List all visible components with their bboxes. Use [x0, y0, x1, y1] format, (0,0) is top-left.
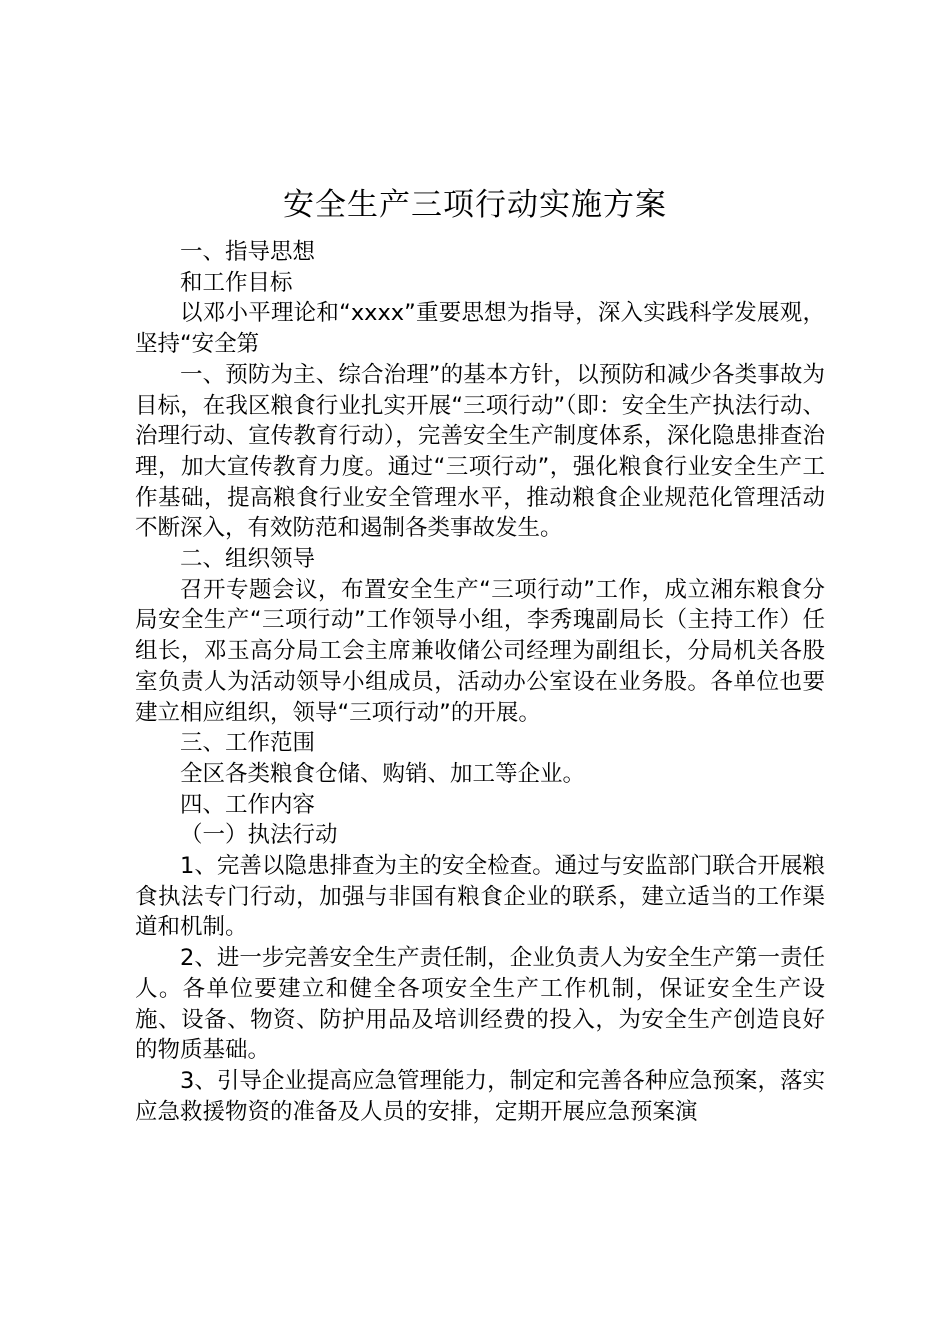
paragraph: 3、引导企业提高应急管理能力，制定和完善各种应急预案，落实应急救援物资的准备及人员的安排，定期开展应急预案演 — [135, 1067, 825, 1125]
paragraph: 1、完善以隐患排查为主的安全检查。通过与安监部门联合开展粮食执法专门行动，加强与非国有粮食企业的联系，建立适当的工作渠道和机制。 — [135, 853, 825, 941]
document-body — [135, 237, 825, 1127]
paragraph: 以邓小平理论和“xxxx”重要思想为指导，深入实践科学发展观，坚持“安全第 — [135, 300, 825, 358]
paragraph: 一、指导思想 — [180, 239, 316, 265]
paragraph: 三、工作范围 — [180, 730, 316, 757]
paragraph: 四、工作内容 — [180, 791, 316, 818]
paragraph: 2、进一步完善安全生产责任制，企业负责人为安全生产第一责任人。各单位要建立和健全各项安全生产工作机制，保证安全生产设施、设备、物资、防护用品及培训经费的投入，为安全生产创造良好的物质基础。 — [135, 945, 825, 1064]
paragraph: 一、预防为主、综合治理”的基本方针，以预防和减少各类事故为目标，在我区粮食行业扎实开展“三项行动”（即：安全生产执法行动、治理行动、宣传教育行动），完善安全生产制度体系，深化隐患排查治理，加大宣传教育力度。通过“三项行动”，强化粮食行业安全生产工作基础，提高粮食行业安全管理水平，推动粮食企业规范化管理活动不断深入，有效防范和遏制各类事故发生。 — [135, 361, 825, 542]
paragraph: （一）执法行动 — [180, 822, 338, 849]
paragraph: 全区各类粮食仓储、购销、加工等企业。 — [180, 760, 586, 787]
paragraph: 和工作目标 — [180, 269, 293, 296]
paragraph: 二、组织领导 — [180, 546, 316, 573]
document-title: 安全生产三项行动实施方案 — [283, 187, 667, 223]
paragraph: 召开专题会议，布置安全生产“三项行动”工作，成立湘东粮食分局安全生产“三项行动”工作领导小组，李秀瑰副局长（主持工作）任组长，邓玉高分局工会主席兼收储公司经理为副组长，分局机关各股室负责人为活动领导小组成员，活动办公室设在业务股。各单位也要建立相应组织，领导“三项行动”的开展。 — [135, 576, 825, 726]
